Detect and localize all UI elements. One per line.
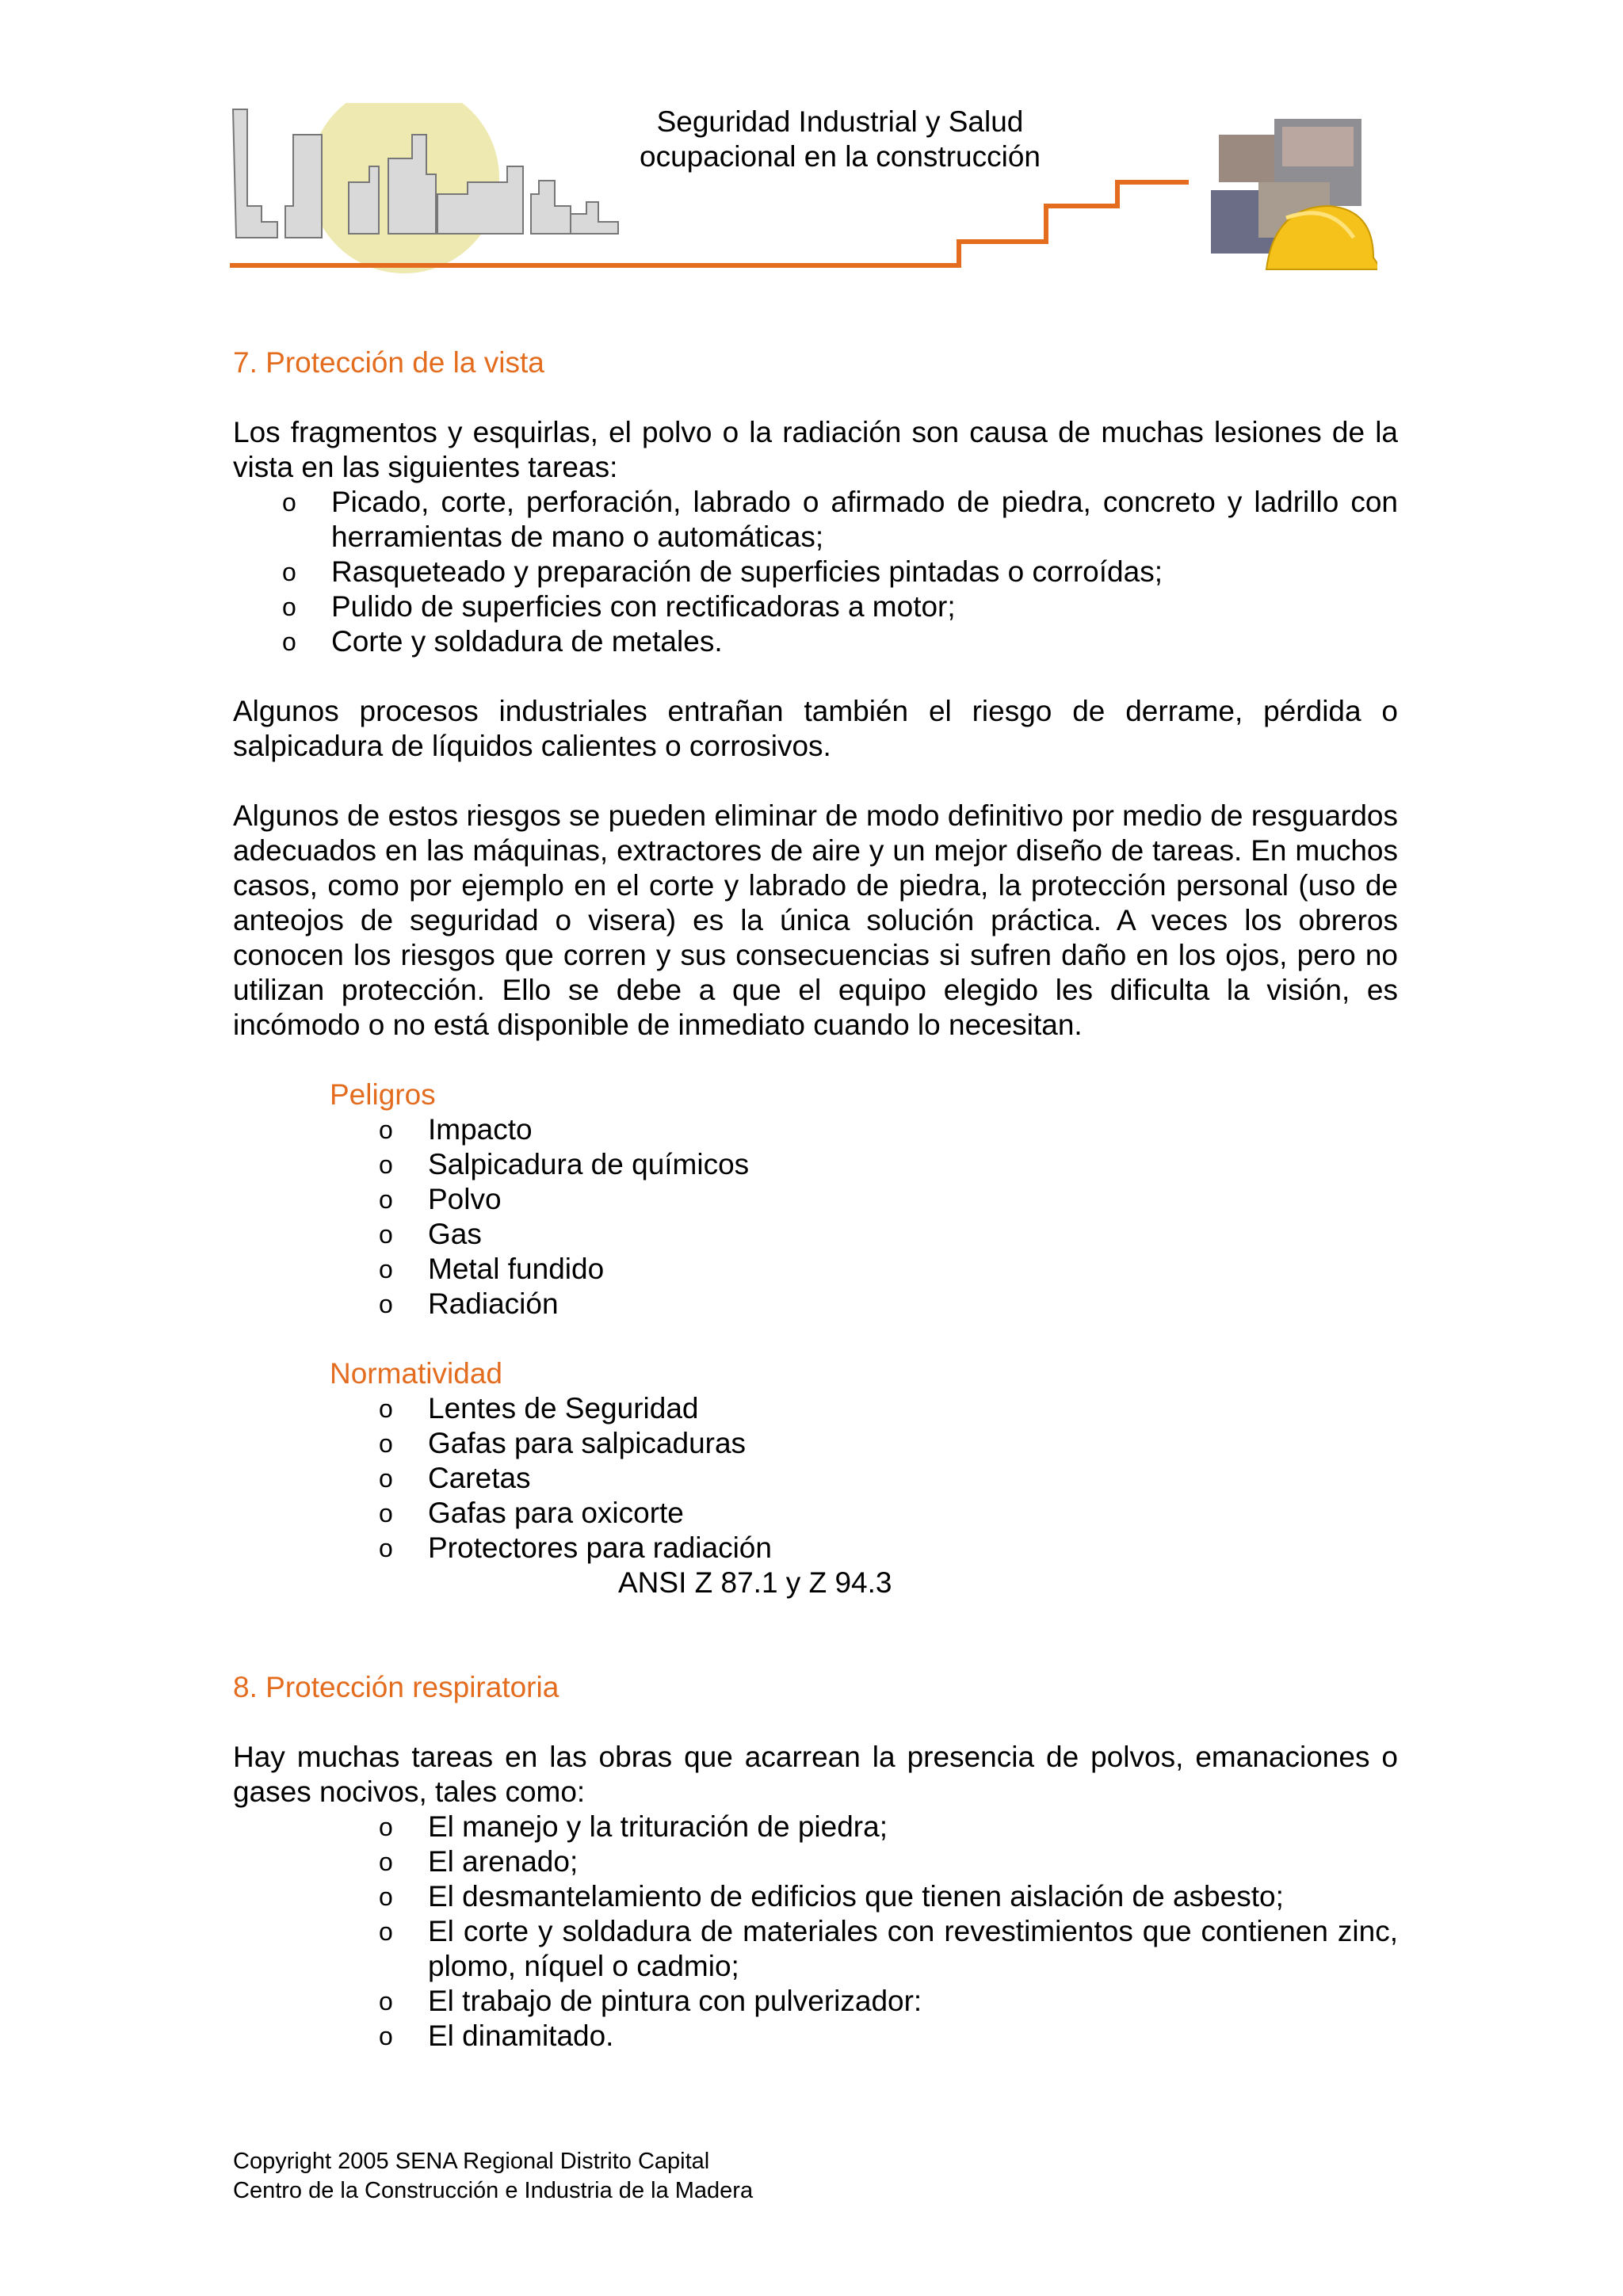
building-small [531,181,571,234]
list-item [233,1252,1398,1287]
list-item [233,1496,1398,1531]
building-left [233,109,277,238]
bullet-marker: o [379,1813,393,1841]
subheading-peligros: Peligros [330,1078,436,1111]
list-item [233,1461,1398,1496]
list-item-text: Metal fundido [428,1253,605,1285]
bullet-marker: o [379,1394,393,1423]
bullet-marker: o [379,1499,393,1527]
main-content [233,345,1398,2054]
bullet-marker: o [379,1987,393,2016]
list-item-text: Corte y soldadura de metales. [331,625,723,658]
list-item-text: El trabajo de pintura con pulverizador: [428,1985,922,2017]
list-item-text: El desmantelamiento de edificios que tienen aislación de asbesto; [428,1880,1284,1913]
list-item [233,1914,1398,1984]
bullet-marker: o [379,1534,393,1562]
list-item-text: Lentes de Seguridad [428,1392,699,1425]
list-item [233,1810,1398,1844]
header-title-line2: ocupacional en la construcción [640,140,1041,173]
list-item-text: Gafas para salpicaduras [428,1427,747,1459]
list-item-text: El dinamitado. [428,2019,614,2052]
bullet-marker: o [379,1429,393,1458]
bullet-marker: o [379,1917,393,1946]
list-item [233,1844,1398,1879]
list-item-text: Picado, corte, perforación, labrado o afirmado de piedra, concreto y ladrillo con herramientas de mano o automáticas; [331,486,1398,553]
bullet-marker: o [282,488,296,517]
list-item-text: El corte y soldadura de materiales con revestimientos que contienen zinc, plomo, níquel o cadmio; [428,1915,1398,1982]
list-normatividad [233,1391,1398,1566]
list-item-text: Pulido de superficies con rectificadoras a motor; [331,590,956,623]
list-item [233,1182,1398,1217]
list-tareas-respiratoria [233,1810,1398,2054]
ansi-standard-reference: ANSI Z 87.1 y Z 94.3 [618,1566,892,1599]
building-tall [285,135,322,238]
subheading-normatividad: Normatividad [330,1357,502,1390]
list-item [233,1531,1398,1566]
list-item-text: Caretas [428,1462,531,1494]
list-peligros [233,1112,1398,1322]
building-low [571,202,618,234]
page-footer [233,2147,753,2206]
bullet-marker: o [282,593,296,621]
section-heading-proteccion-respiratoria: 8. Protección respiratoria [233,1671,559,1703]
construction-photo-collage-icon [1211,119,1377,277]
list-item-text: Rasqueteado y preparación de superficies pintadas o corroídas; [331,555,1163,588]
list-item [233,1984,1398,2019]
paragraph-intro-respiratoria: Hay muchas tareas en las obras que acarrean la presencia de polvos, emanaciones o gases nocivos, tales como: [233,1741,1398,1808]
list-item-text: El manejo y la trituración de piedra; [428,1810,888,1843]
header-title [602,105,1078,174]
list-item [233,1287,1398,1322]
bullet-marker: o [379,1464,393,1493]
list-item-text: Impacto [428,1113,533,1146]
list-item [233,1879,1398,1914]
list-item [233,485,1398,555]
bullet-marker: o [379,1255,393,1283]
list-item-text: Gafas para oxicorte [428,1497,684,1529]
paragraph-intro-vista: Los fragmentos y esquirlas, el polvo o la radiación son causa de muchas lesiones de la vista en las siguientes tareas: [233,416,1398,483]
header-title-line1: Seguridad Industrial y Salud [656,105,1024,138]
list-item [233,624,1398,659]
paragraph-riesgos: Algunos de estos riesgos se pueden eliminar de modo definitivo por medio de resguardos adecuados en las máquinas, extractores de aire y un mejor diseño de tareas. En muchos casos, como por ejemplo en el corte y labrado de piedra, la protección personal (uso de anteojos de seguridad o visera) es la única solución práctica. A veces los obreros conocen los riesgos que corren y sus consecuencias si sufren daño en los ojos, pero no utilizan protección. Ello se debe a que el equipo elegido les dificulta la visión, es incómodo o no está disponible de inmediato cuando lo necesitan. [233,799,1398,1041]
bullet-marker: o [282,627,296,656]
bullet-marker: o [379,1882,393,1911]
list-item-text: Salpicadura de químicos [428,1148,750,1180]
list-item [233,1217,1398,1252]
list-item [233,1112,1398,1147]
list-item [233,1391,1398,1426]
footer-copyright: Copyright 2005 SENA Regional Distrito Capital [233,2149,710,2174]
list-tareas-vista [233,485,1398,659]
list-item [233,1426,1398,1461]
section-heading-proteccion-vista: 7. Protección de la vista [233,346,544,379]
footer-institution: Centro de la Construcción e Industria de la Madera [233,2178,754,2203]
bullet-marker: o [282,558,296,586]
bullet-marker: o [379,1150,393,1179]
paragraph-procesos: Algunos procesos industriales entrañan también el riesgo de derrame, pérdida o salpicadura de líquidos calientes o corrosivos. [233,695,1398,762]
list-item-text: Protectores para radiación [428,1531,772,1564]
bullet-marker: o [379,1220,393,1249]
bullet-marker: o [379,1290,393,1318]
list-item [233,2019,1398,2054]
bullet-marker: o [379,1116,393,1144]
bullet-marker: o [379,1185,393,1214]
list-item-text: El arenado; [428,1845,579,1878]
list-item-text: Gas [428,1218,482,1250]
list-item [233,1147,1398,1182]
bullet-marker: o [379,1848,393,1876]
list-item [233,589,1398,624]
list-item [233,555,1398,589]
bullet-marker: o [379,2022,393,2050]
list-item-text: Polvo [428,1183,502,1215]
list-item-text: Radiación [428,1287,559,1320]
